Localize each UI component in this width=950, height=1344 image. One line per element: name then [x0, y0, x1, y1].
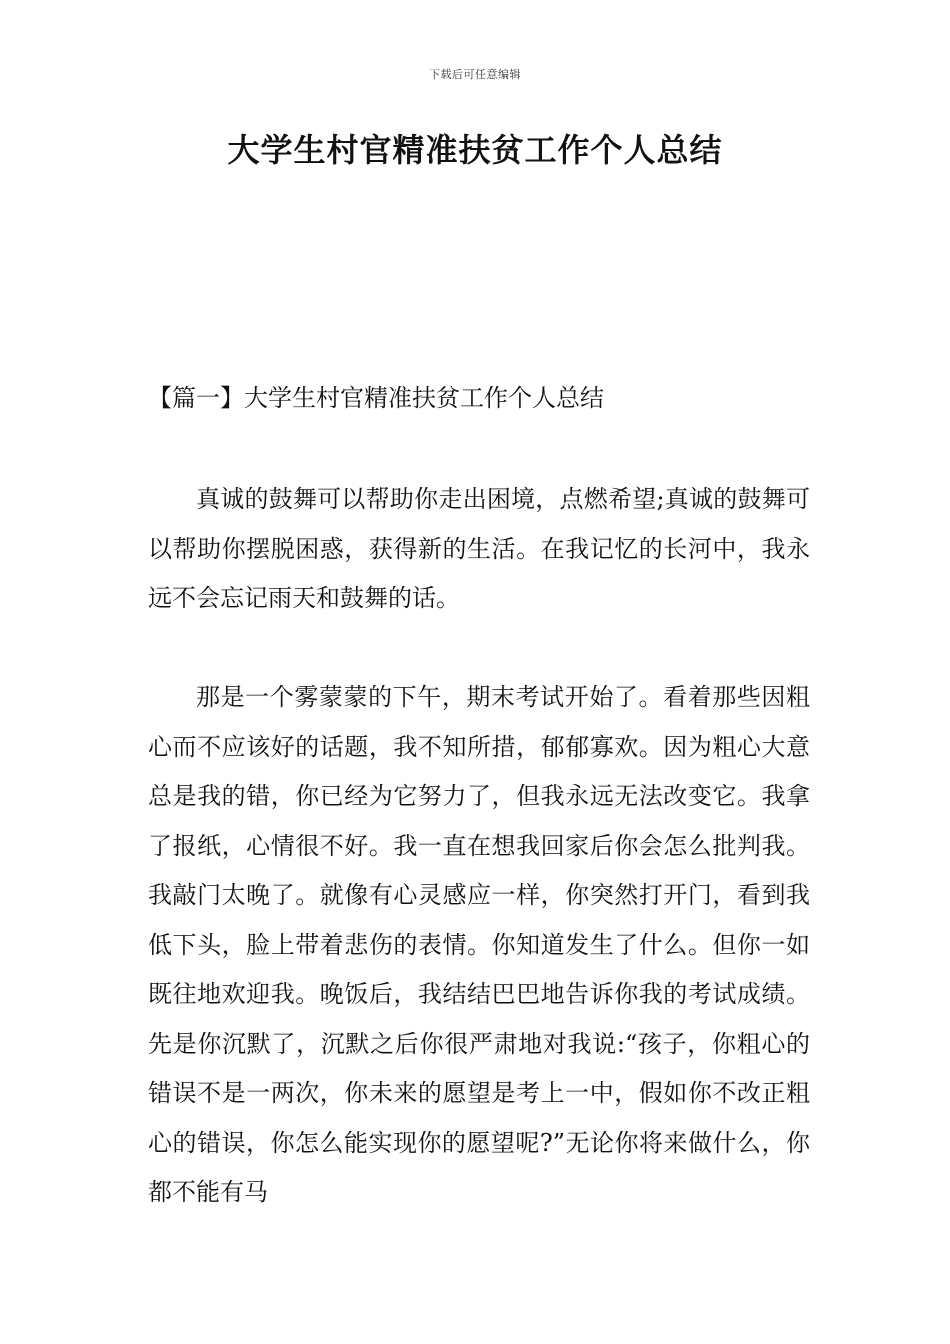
- section-heading: 【篇一】大学生村官精准扶贫工作个人总结: [148, 384, 604, 412]
- document-title: 大学生村官精准扶贫工作个人总结: [227, 131, 723, 169]
- paragraph-2: 那是一个雾蒙蒙的下午，期末考试开始了。看着那些因粗心而不应该好的话题，我不知所措，郁郁寡欢。因为粗心大意总是我的错，你已经为它努力了，但我永远无法改变它。我拿了报纸，心情很不好。我一直在想我回家后你会怎么批判我。我敲门太晚了。就像有心灵感应一样，你突然打开门，看到我低下头，脸上带着悲伤的表情。你知道发生了什么。但你一如既往地欢迎我。晚饭后，我结结巴巴地告诉你我的考试成绩。先是你沉默了，沉默之后你很严肃地对我说:“孩子，你粗心的错误不是一两次，你未来的愿望是考上一中，假如你不改正粗心的错误，你怎么能实现你的愿望呢?”无论你将来做什么，你都不能有马: [148, 683, 810, 1206]
- paragraph-1: 真诚的鼓舞可以帮助你走出困境，点燃希望;真诚的鼓舞可以帮助你摆脱困惑，获得新的生活。在我记忆的长河中，我永远不会忘记雨天和鼓舞的话。: [148, 485, 810, 612]
- header-note: 下载后可任意编辑: [429, 68, 521, 81]
